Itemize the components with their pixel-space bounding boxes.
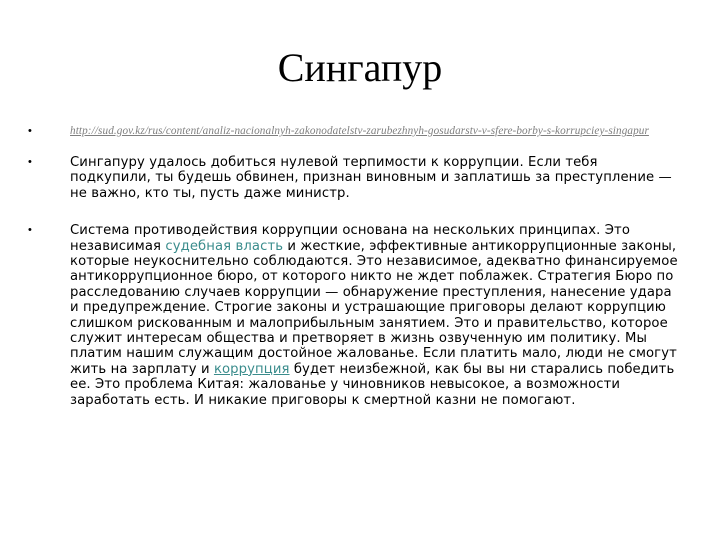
bullet-item-source-link xyxy=(28,124,680,138)
bullet-marker: • xyxy=(28,156,32,168)
bullet-item-zero-tolerance xyxy=(28,155,680,201)
link-corruption[interactable]: коррупция xyxy=(213,361,290,377)
highlight-judicial-power: судебная власть xyxy=(165,238,284,254)
bullet-list xyxy=(28,124,680,408)
bullet-marker: • xyxy=(28,125,32,137)
source-link[interactable]: http://sud.gov.kz/rus/content/analiz-nacionalnyh-zakonodatelstv-zarubezhnyh-gosudarstv-v-sfere-borby-s-korrupciey-singapur xyxy=(70,125,649,137)
bullet-item-anticorruption-system xyxy=(28,223,680,408)
paragraph-anticorruption-system xyxy=(70,223,680,408)
paragraph-text-part: будет неизбежной, как бы вы ни старались победить ее. Это проблема Китая: жалованье у чиновников невысокое, а возможности заработать есть. И никакие приговоры к смертной казни не помогают. xyxy=(70,361,675,408)
paragraph-text-part: Система противодействия коррупции основана на нескольких принципах. Это независимая xyxy=(70,223,631,254)
paragraph-zero-tolerance: Сингапуру удалось добиться нулевой терпимости к коррупции. Если тебя подкупили, ты будешь обвинен, признан виновным и заплатишь за преступление — не важно, кто ты, пусть даже министр. xyxy=(70,155,672,201)
slide-title: Сингапур xyxy=(277,45,443,90)
paragraph-text-part: и жесткие, эффективные антикоррупционные законы, которые неукоснительно соблюдаются. Это независимое, адекватно финансируемое антикоррупционное бюро, от которого никто не ждет поблажек. Стратегия Бюро по расследованию случаев коррупции — обнаружение преступления, нанесение удара и предупреждение. Строгие законы и устрашающие приговоры делают коррупцию слишком рискованным и малоприбыльным занятием. Это и правительство, которое служит интересам общества и претворяет в жизнь озвученную им политику. Мы платим нашим служащим достойное жалованье. Если платить мало, люди не смогут жить на зарплату и xyxy=(70,238,678,377)
bullet-marker: • xyxy=(28,224,32,237)
